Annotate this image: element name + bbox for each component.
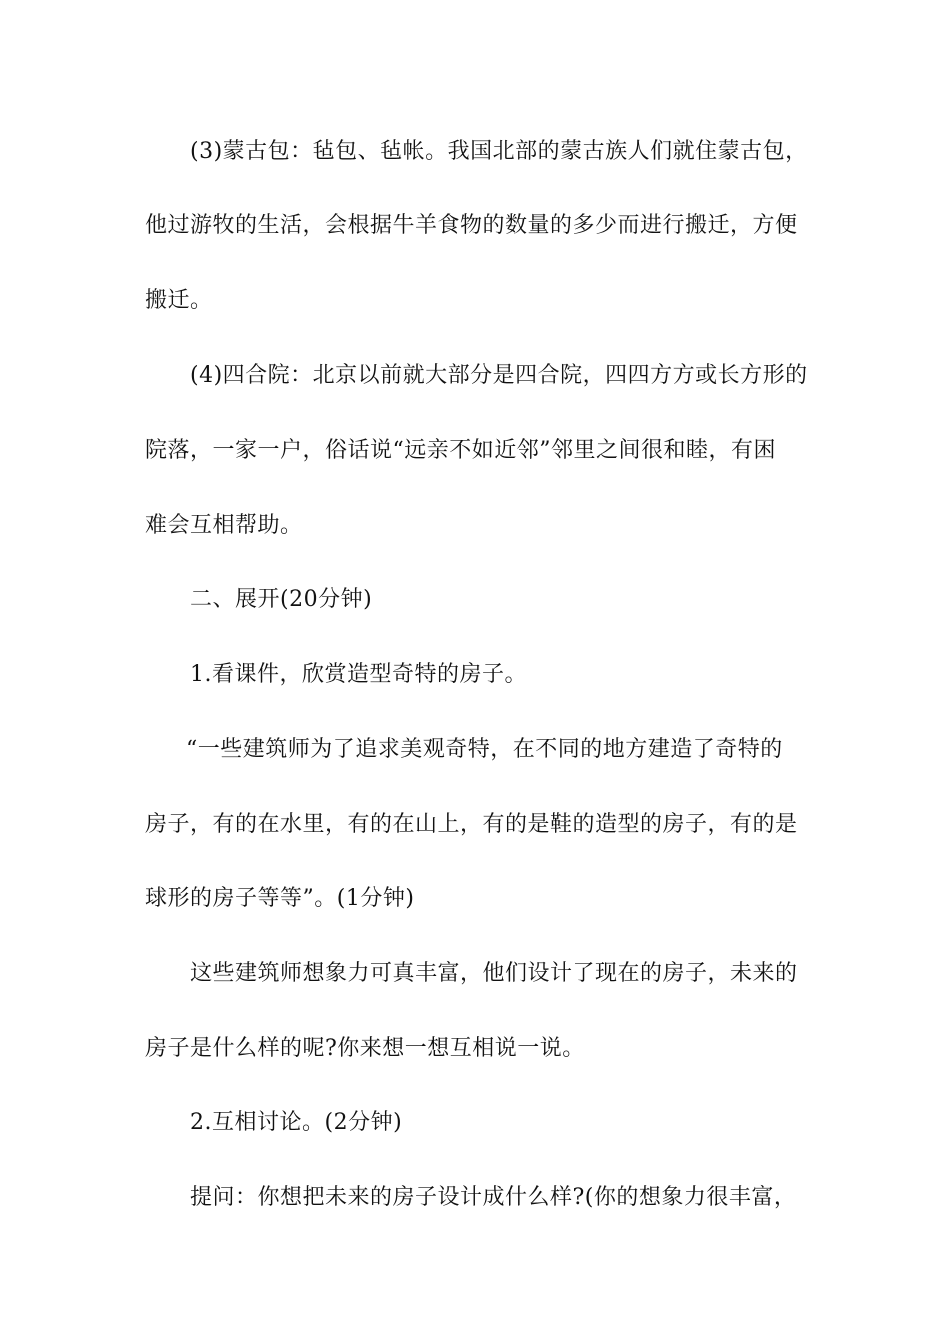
paragraph-architects-quote-line-3: 球形的房子等等”。(1分钟) bbox=[145, 886, 415, 911]
paragraph-mongolian-yurt-line-3: 搬迁。 bbox=[145, 288, 213, 313]
paragraph-siheyuan-line-3: 难会互相帮助。 bbox=[145, 513, 303, 538]
paragraph-question-line-1: 提问：你想把未来的房子设计成什么样?(你的想象力很丰富， bbox=[190, 1185, 797, 1210]
paragraph-architects-quote-line-2: 房子，有的在水里，有的在山上，有的是鞋的造型的房子，有的是 bbox=[145, 812, 798, 837]
step-1-heading: 1.看课件，欣赏造型奇特的房子。 bbox=[190, 662, 527, 687]
paragraph-siheyuan-line-2: 院落，一家一户，俗话说“远亲不如近邻”邻里之间很和睦，有困 bbox=[145, 438, 776, 463]
paragraph-imagination-line-2: 房子是什么样的呢?你来想一想互相说一说。 bbox=[145, 1036, 585, 1061]
section-heading-expand: 二、展开(20分钟) bbox=[190, 587, 373, 612]
paragraph-mongolian-yurt-line-1: (3)蒙古包：毡包、毡帐。我国北部的蒙古族人们就住蒙古包， bbox=[190, 139, 808, 164]
step-2-heading: 2.互相讨论。(2分钟) bbox=[190, 1110, 403, 1135]
paragraph-mongolian-yurt-line-2: 他过游牧的生活，会根据牛羊食物的数量的多少而进行搬迁，方便 bbox=[145, 213, 798, 238]
paragraph-siheyuan-line-1: (4)四合院：北京以前就大部分是四合院，四四方方或长方形的 bbox=[190, 363, 808, 388]
paragraph-imagination-line-1: 这些建筑师想象力可真丰富，他们设计了现在的房子，未来的 bbox=[190, 961, 798, 986]
paragraph-architects-quote-line-1: “一些建筑师为了追求美观奇特，在不同的地方建造了奇特的 bbox=[186, 737, 783, 762]
